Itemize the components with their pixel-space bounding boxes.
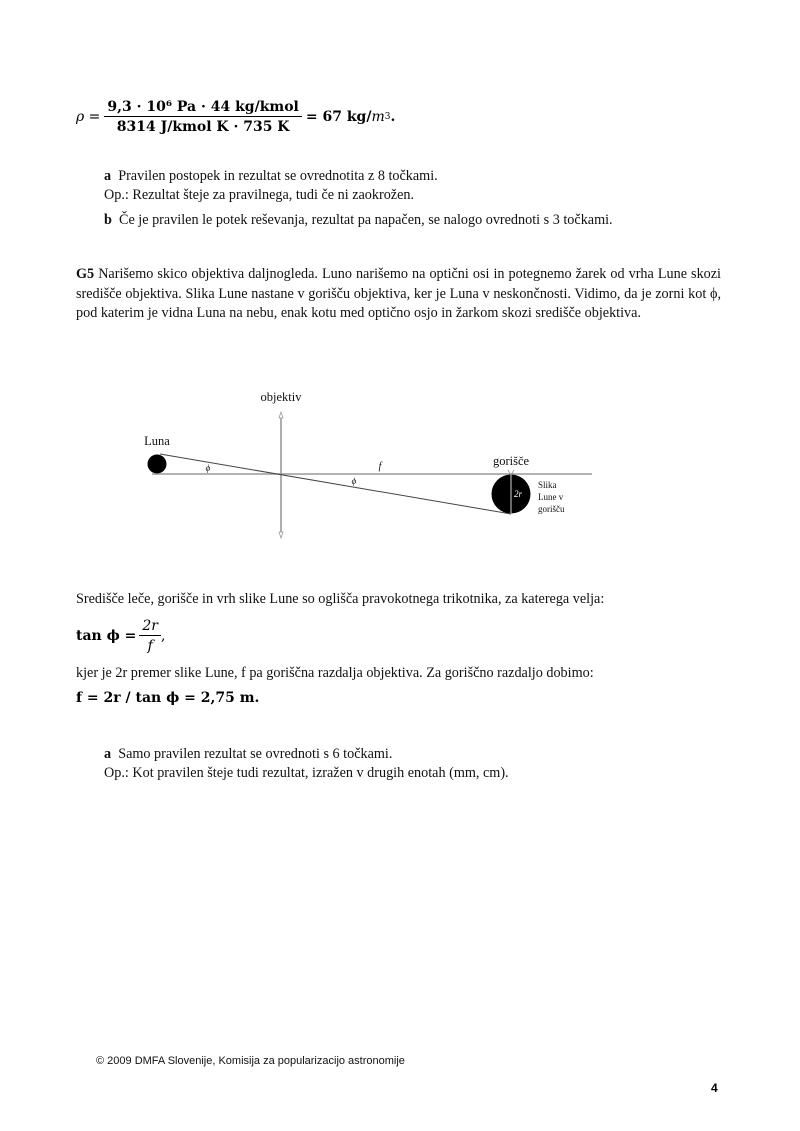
scoring-label: b — [104, 212, 112, 228]
moon-label: Luna — [144, 434, 170, 448]
image-caption-line-3: gorišču — [538, 504, 565, 514]
tan-numerator: 2r — [139, 618, 161, 636]
tan-tail: , — [160, 628, 166, 644]
footer-copyright: © 2009 DMFA Slovenije, Komisija za popularizacijo astronomije — [96, 1055, 405, 1067]
scoring-label: a — [104, 168, 112, 184]
density-result: = 67 kg/ — [305, 109, 372, 125]
density-numerator: 9,3 · 10⁶ Pa · 44 kg/kmol — [104, 99, 301, 117]
scoring-label: a — [104, 746, 112, 762]
density-period: . — [390, 109, 396, 125]
focus-label: gorišče — [492, 454, 530, 468]
lens-bottom-marker — [279, 532, 283, 538]
scoring-text: Samo pravilen rezultat se ovrednoti s 6 točkami. — [118, 746, 393, 762]
tan-lhs: tan ϕ = — [76, 628, 137, 644]
diameter-label: 2r — [513, 489, 523, 499]
moon-disc — [148, 455, 167, 474]
scoring-note: Op.: Kot pravilen šteje tudi rezultat, izražen v drugih enotah (mm, cm). — [104, 765, 509, 781]
tan-formula — [76, 614, 165, 658]
image-caption-line-1: Slika — [538, 480, 557, 490]
scoring-text: Pravilen postopek in rezultat se ovrednotita z 8 točkami. — [118, 168, 438, 184]
tan-fraction — [139, 618, 161, 654]
task-text: Narišemo skico objektiva daljnogleda. Luno narišemo na optični osi in potegnemo žarek od vrha Lune skozi središče objektiva. Slika Lune nastane v gorišču objektiva, ker je Luna v neskončnosti. Vidimo, da je zorni kot ϕ, pod katerim je vidna Luna na nebu, enak kotu med optično osjo in žarkom skozi središče objektiva. — [76, 266, 722, 321]
focal-length-label: f — [378, 461, 382, 472]
explanation-after: kjer je 2r premer slike Lune, f pa goriščna razdalja objektiva. Za goriščno razdaljo dobimo: — [76, 665, 594, 681]
density-symbol: ρ = — [76, 109, 101, 125]
task-label: G5 — [76, 266, 95, 282]
density-unit-exp: 3 — [384, 112, 391, 122]
angle-label-right: ϕ — [351, 476, 357, 486]
page-number: 4 — [711, 1081, 718, 1095]
density-unit-m: m — [371, 109, 385, 125]
explanation-intro: Središče leče, gorišče in vrh slike Lune so oglišča pravokotnega trikotnika, za katerega velja: — [76, 591, 605, 607]
angle-label-left: ϕ — [205, 463, 211, 473]
tan-denominator: f — [147, 638, 153, 654]
scoring-item-a — [104, 745, 744, 764]
image-caption-line-2: Lune v — [538, 492, 564, 502]
lens-top-marker — [279, 412, 283, 418]
scoring-note: Op.: Rezultat šteje za pravilnega, tudi če ni zaokrožen. — [104, 187, 415, 203]
lens-label: objektiv — [260, 390, 302, 404]
result-formula: f = 2r / tan ϕ = 2,75 m. — [76, 690, 260, 706]
chief-ray — [160, 454, 511, 514]
scoring-text: Če je pravilen le potek reševanja, rezultat pa napačen, se nalogo ovrednoti s 3 točkami. — [118, 212, 613, 228]
scoring-g5 — [104, 745, 744, 783]
density-denominator: 8314 J/kmol K · 735 K — [116, 119, 290, 135]
